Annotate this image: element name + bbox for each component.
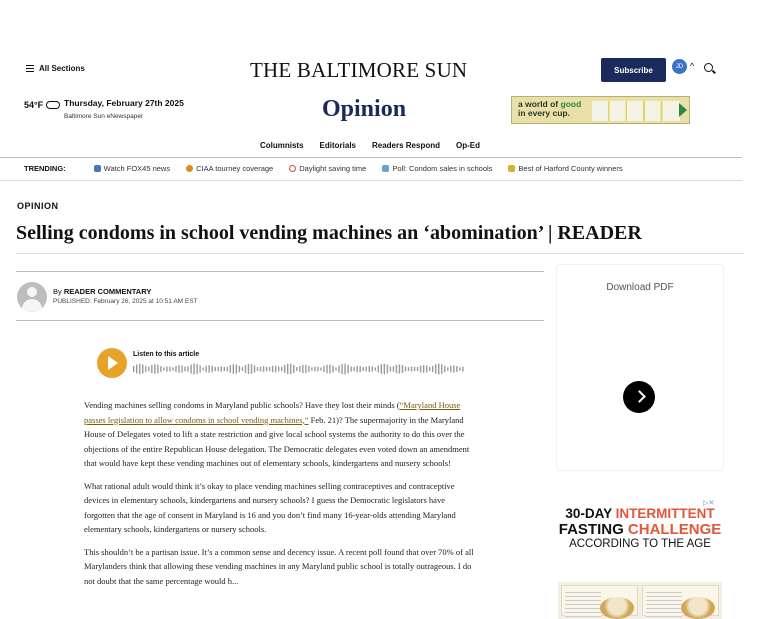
waveform-bar (221, 366, 222, 371)
waveform-bar (278, 366, 279, 371)
waveform-bar (184, 367, 185, 372)
enewspaper-link[interactable]: Baltimore Sun eNewspaper (64, 113, 144, 120)
waveform-bar (414, 367, 415, 371)
waveform-bar (296, 367, 297, 371)
waveform-bar (236, 364, 237, 373)
download-pdf-label[interactable]: Download PDF (606, 282, 674, 293)
waveform-bar (411, 366, 412, 371)
waveform-bar (423, 365, 424, 373)
award-icon (508, 165, 515, 172)
waveform-bar (260, 367, 261, 372)
waveform-bar (281, 367, 282, 371)
byline: By READER COMMENTARY (53, 287, 152, 296)
waveform-bar (181, 365, 182, 372)
waveform-bar (136, 364, 137, 373)
waveform-bar (187, 366, 188, 371)
waveform-bar (305, 365, 306, 373)
waveform-bar (405, 367, 406, 372)
nav-readers-respond[interactable]: Readers Respond (371, 141, 441, 150)
waveform-bar (314, 367, 315, 372)
article-kicker[interactable]: OPINION (17, 201, 59, 211)
waveform-bar (372, 366, 373, 371)
waveform-bar (142, 364, 143, 373)
waveform-bar (426, 365, 427, 372)
banner-ad-text: a world of good in every cup. (518, 99, 582, 118)
waveform-bar (429, 367, 430, 371)
audio-waveform[interactable] (133, 363, 466, 375)
waveform-bar (450, 366, 451, 372)
trending-item[interactable]: Poll: Condom sales in schools (382, 164, 492, 173)
waveform-bar (456, 366, 457, 372)
trending-item[interactable]: Best of Harford County winners (508, 164, 622, 173)
waveform-bar (420, 366, 421, 373)
waveform-bar (251, 364, 252, 374)
waveform-bar (151, 365, 152, 373)
waveform-bar (160, 366, 161, 372)
hamburger-icon (26, 65, 34, 72)
waveform-bar (272, 366, 273, 372)
food-image (681, 597, 715, 619)
next-arrow-button[interactable] (623, 381, 655, 413)
waveform-bar (356, 366, 357, 372)
waveform-bar (163, 367, 164, 370)
waveform-bar (338, 365, 339, 372)
waveform-bar (332, 366, 333, 373)
waveform-bar (441, 364, 442, 374)
published-date: PUBLISHED: February 26, 2025 at 10:51 AM EST (53, 298, 198, 305)
waveform-bar (263, 366, 264, 372)
section-title[interactable]: Opinion (322, 96, 407, 122)
waveform-bar (218, 367, 219, 371)
basketball-icon (186, 165, 193, 172)
waveform-bar (245, 365, 246, 373)
waveform-bar (205, 366, 206, 372)
trending-item[interactable]: Watch FOX45 news (94, 164, 170, 173)
waveform-bar (381, 364, 382, 374)
author-avatar (17, 282, 47, 312)
paragraph: Vending machines selling condoms in Maryland public schools? Have they lost their minds (“Maryland House passes legislation to allow condoms in school vending machines,” Feb. 21)? The supermajority in the Maryland House of Delegates voted to lift a state restriction and give local school systems the authority to do this over the objections of the entire Republican House delegation. The Democratic delegates even voted down an amendment that would have kept these vending machines out of elementary schools, kindergartens and nursery schools! (84, 400, 470, 468)
waveform-bar (166, 366, 167, 371)
waveform-bar (329, 365, 330, 374)
waveform-bar (227, 367, 228, 372)
waveform-bar (287, 364, 288, 375)
waveform-bar (323, 366, 324, 372)
chevron-up-icon[interactable]: ^ (690, 61, 695, 71)
nav-columnists[interactable]: Columnists (259, 141, 304, 150)
waveform-bar (224, 367, 225, 371)
paragraph: This shouldn’t be a partisan issue. It’s a common sense and decency issue. A recent poll found that over 70% of all Marylanders think that allowing these vending machines in any Maryland public school is totally outrageous. I do not doubt that the same percentage would h... (84, 546, 474, 586)
waveform-bar (341, 364, 342, 374)
waveform-bar (311, 367, 312, 370)
user-avatar[interactable]: JD (672, 59, 687, 74)
arrow-right-icon (679, 103, 687, 117)
waveform-bar (199, 365, 200, 372)
section-nav (0, 141, 740, 150)
divider (16, 320, 544, 321)
waveform-bar (293, 365, 294, 373)
banner-ad[interactable] (511, 96, 690, 124)
meal-card (561, 585, 638, 616)
trending-bar (24, 164, 744, 173)
waveform-bar (417, 367, 418, 371)
waveform-bar (459, 367, 460, 370)
waveform-bar (275, 366, 276, 373)
waveform-bar (375, 367, 376, 370)
waveform-bar (444, 366, 445, 372)
divider (0, 180, 742, 181)
waveform-bar (178, 365, 179, 373)
waveform-bar (157, 365, 158, 374)
food-image (600, 597, 634, 619)
subscribe-button[interactable]: Subscribe (601, 58, 666, 82)
waveform-bar (387, 365, 388, 374)
paragraph: What rational adult would think it’s okay to place vending machines selling contraceptives and contraceptive devices in elementary schools, kindergartens and nursery schools? I guess the Democratic legislators have forgotten that the age of consent in Maryland is 16 and you don’t find many 16-year-olds attending Maryland elementary schools, kindergartens or nursery schools. (84, 480, 456, 534)
waveform-bar (360, 366, 361, 372)
waveform-bar (384, 364, 385, 374)
author-link[interactable]: READER COMMENTARY (63, 287, 152, 296)
adchoices-icon[interactable]: ▷✕ (703, 500, 715, 507)
waveform-bar (347, 365, 348, 374)
waveform-bar (378, 366, 379, 373)
listen-label: Listen to this article (133, 351, 200, 358)
clock-icon (289, 165, 296, 172)
divider (16, 253, 744, 254)
waveform-bar (248, 364, 249, 374)
waveform-bar (269, 367, 270, 371)
nav-op-ed[interactable]: Op-Ed (456, 141, 481, 150)
meal-plan-ad[interactable] (558, 582, 722, 619)
waveform-bar (209, 365, 210, 373)
meal-card (642, 585, 719, 616)
waveform-bar (139, 364, 140, 374)
product-image (592, 101, 680, 121)
waveform-bar (284, 365, 285, 373)
related-article-link[interactable]: “Maryland House passes legislation to allow condoms in school vending machines,” (84, 400, 461, 425)
waveform-bar (350, 366, 351, 371)
waveform-bar (154, 364, 155, 374)
waveform-bar (202, 367, 203, 370)
trending-item[interactable]: CIAA tourney coverage (186, 164, 273, 173)
poll-icon (382, 165, 389, 172)
cloud-icon (46, 101, 60, 109)
waveform-bar (335, 367, 336, 370)
waveform-bar (254, 365, 255, 372)
all-sections-menu[interactable] (26, 64, 85, 73)
waveform-bar (145, 366, 146, 372)
article-body (84, 398, 476, 596)
waveform-bar (396, 365, 397, 373)
fasting-ad[interactable]: 30-DAY INTERMITTENT FASTING CHALLENGE ACCORDING TO THE AGE (558, 506, 722, 550)
waveform-bar (453, 365, 454, 372)
waveform-bar (299, 366, 300, 372)
waveform-bar (320, 367, 321, 370)
waveform-bar (169, 367, 170, 372)
current-date: Thursday, February 27th 2025 (64, 98, 184, 108)
waveform-bar (190, 364, 191, 373)
waveform-bar (290, 364, 291, 375)
waveform-bar (172, 367, 173, 370)
play-audio-button[interactable] (97, 348, 127, 378)
waveform-bar (212, 366, 213, 373)
waveform-bar (175, 366, 176, 372)
waveform-bar (366, 367, 367, 371)
waveform-bar (302, 365, 303, 373)
article-headline: Selling condoms in school vending machines an ‘abomination’ | READER (16, 222, 642, 244)
divider (0, 157, 742, 158)
trending-label: TRENDING: (24, 164, 66, 173)
nav-editorials[interactable]: Editorials (319, 141, 356, 150)
waveform-bar (196, 364, 197, 374)
divider (16, 271, 544, 272)
all-sections-label: All Sections (39, 64, 85, 73)
waveform-bar (408, 367, 409, 371)
waveform-bar (399, 364, 400, 373)
trending-item[interactable]: Daylight saving time (289, 164, 366, 173)
waveform-bar (133, 366, 134, 372)
waveform-bar (233, 364, 234, 374)
waveform-bar (447, 367, 448, 371)
pdf-widget (557, 265, 723, 470)
waveform-bar (215, 367, 216, 371)
waveform-bar (242, 367, 243, 371)
waveform-bar (432, 366, 433, 372)
temperature: 54°F (24, 100, 44, 110)
waveform-bar (239, 366, 240, 372)
waveform-bar (317, 367, 318, 372)
waveform-bar (257, 367, 258, 371)
tv-icon (94, 165, 101, 172)
search-icon[interactable] (704, 63, 713, 72)
waveform-bar (390, 367, 391, 372)
waveform-bar (402, 365, 403, 373)
waveform-bar (353, 367, 354, 371)
waveform-bar (308, 366, 309, 372)
waveform-bar (193, 364, 194, 375)
masthead-logo[interactable]: THE BALTIMORE SUN (250, 58, 468, 82)
waveform-bar (344, 364, 345, 375)
waveform-bar (462, 367, 463, 372)
waveform-bar (230, 365, 231, 373)
weather-widget[interactable] (24, 100, 60, 110)
waveform-bar (326, 365, 327, 373)
waveform-bar (363, 367, 364, 371)
waveform-bar (369, 366, 370, 372)
waveform-bar (393, 366, 394, 371)
waveform-bar (148, 367, 149, 372)
waveform-bar (266, 367, 267, 371)
waveform-bar (438, 364, 439, 375)
waveform-bar (435, 364, 436, 374)
